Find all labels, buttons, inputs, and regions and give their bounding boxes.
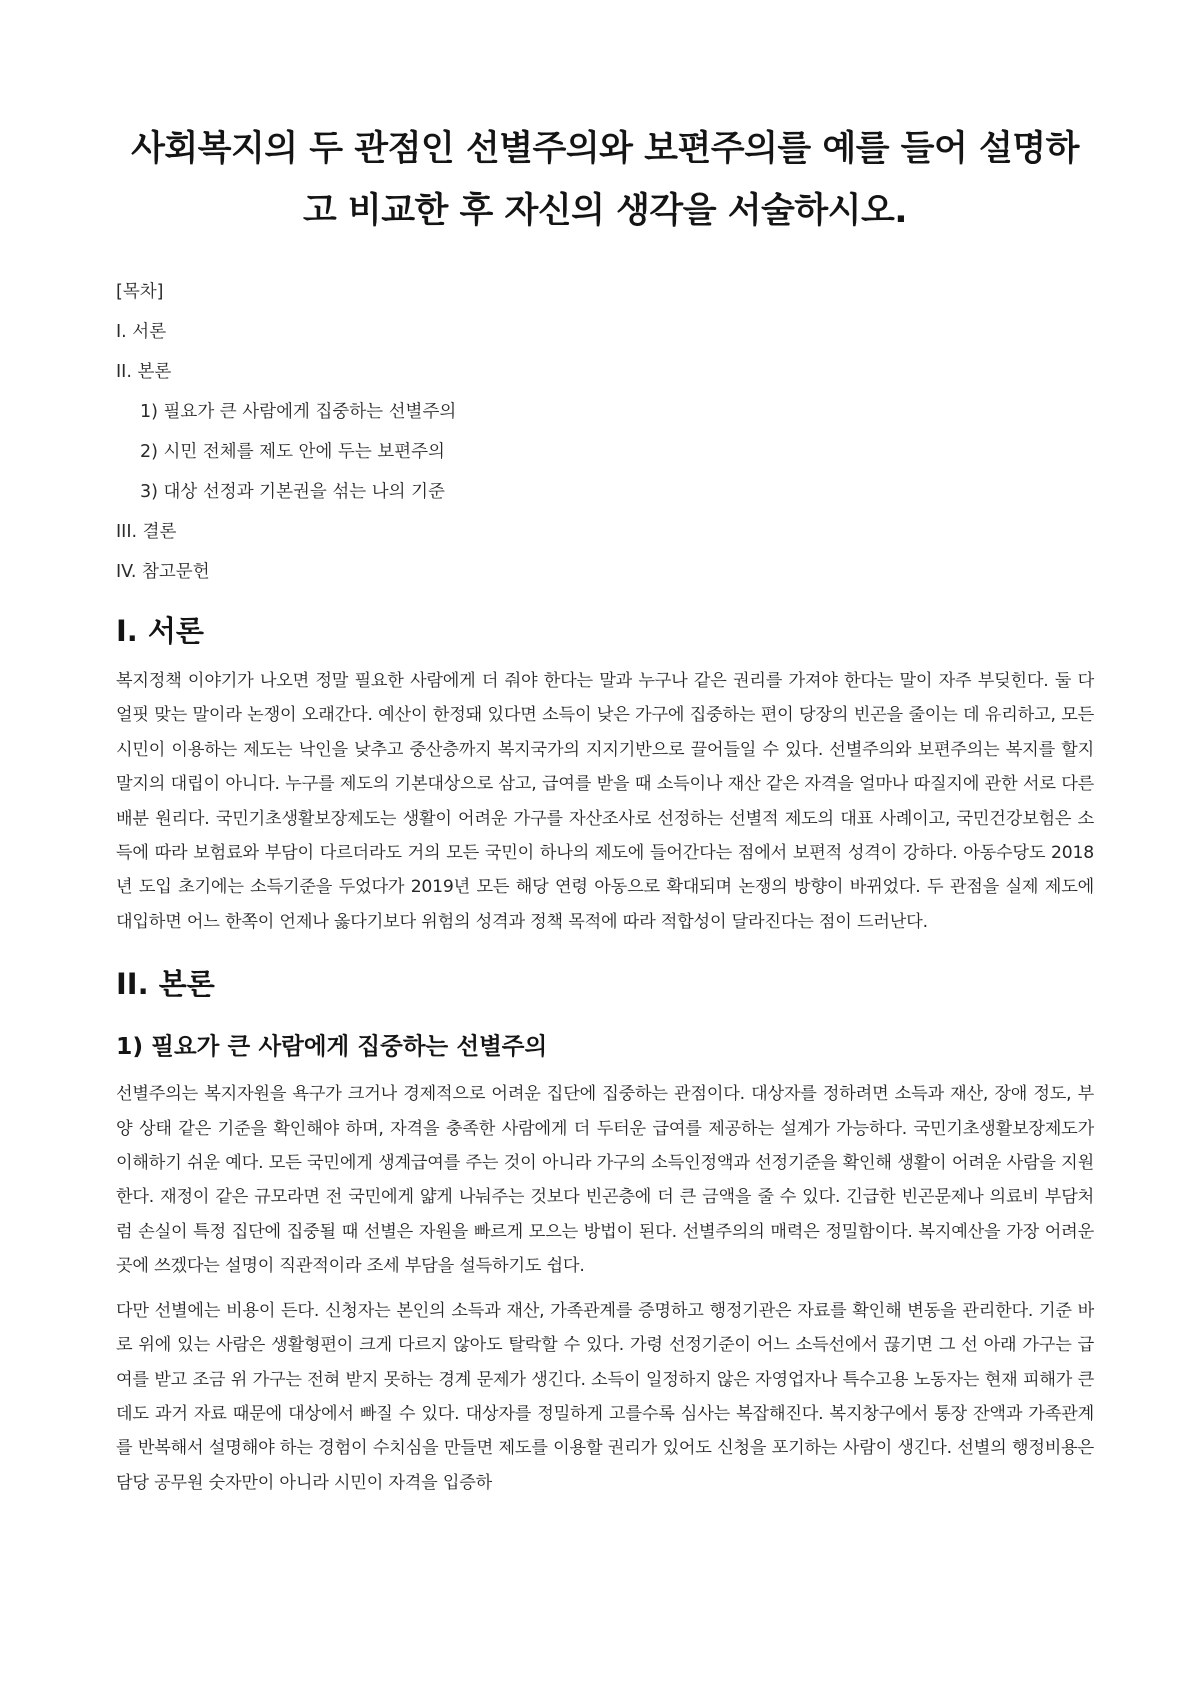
toc-heading: [목차] (116, 282, 164, 302)
table-of-contents (116, 282, 1094, 582)
intro-paragraph: 복지정책 이야기가 나오면 정말 필요한 사람에게 더 줘야 한다는 말과 누구나 같은 권리를 가져야 한다는 말이 자주 부딪힌다. 둘 다 얼핏 맞는 말이라 논쟁이 오래간다. 예산이 한정돼 있다면 소득이 낮은 가구에 집중하는 편이 당장의 빈곤을 줄이는 데 유리하고, 모든 시민이 이용하는 제도는 낙인을 낮추고 중산층까지 복지국가의 지지기반으로 끌어들일 수 있다. 선별주의와 보편주의는 복지를 할지 말지의 대립이 아니다. 누구를 제도의 기본대상으로 삼고, 급여를 받을 때 소득이나 재산 같은 자격을 얼마나 따질지에 관한 서로 다른 배분 원리다. 국민기초생활보장제도는 생활이 어려운 가구를 자산조사로 선정하는 선별적 제도의 대표 사례이고, 국민건강보험은 소득에 따라 보험료와 부담이 다르더라도 거의 모든 국민이 하나의 제도에 들어간다는 점에서 보편적 성격이 강하다. 아동수당도 2018년 도입 초기에는 소득기준을 두었다가 2019년 모든 해당 연령 아동으로 확대되며 논쟁의 방향이 바뀌었다. 두 관점을 실제 제도에 대입하면 어느 한쪽이 언제나 옳다기보다 위험의 성격과 정책 목적에 따라 적합성이 달라진다는 점이 드러난다. (116, 671, 1094, 932)
toc-item-body-2: 2) 시민 전체를 제도 안에 두는 보편주의 (140, 442, 445, 462)
section-heading-intro: I. 서론 (116, 614, 204, 648)
toc-item-body-1: 1) 필요가 큰 사람에게 집중하는 선별주의 (140, 402, 457, 422)
selectivism-paragraph-1: 선별주의는 복지자원을 욕구가 크거나 경제적으로 어려운 집단에 집중하는 관점이다. 대상자를 정하려면 소득과 재산, 장애 정도, 부양 상태 같은 기준을 확인해야 하며, 자격을 충족한 사람에게 더 두터운 급여를 제공하는 설계가 가능하다. 국민기초생활보장제도가 이해하기 쉬운 예다. 모든 국민에게 생계급여를 주는 것이 아니라 가구의 소득인정액과 선정기준을 확인해 생활이 어려운 사람을 지원한다. 재정이 같은 규모라면 전 국민에게 얇게 나눠주는 것보다 빈곤층에 더 큰 금액을 줄 수 있다. 긴급한 빈곤문제나 의료비 부담처럼 손실이 특정 집단에 집중될 때 선별은 자원을 빠르게 모으는 방법이 된다. 선별주의의 매력은 정밀함이다. 복지예산을 가장 어려운 곳에 쓰겠다는 설명이 직관적이라 조세 부담을 설득하기도 쉽다. (116, 1084, 1094, 1277)
document-title: 사회복지의 두 관점인 선별주의와 보편주의를 예를 들어 설명하고 비교한 후 자신의 생각을 서술하시오. (131, 129, 1079, 231)
toc-item-references: IV. 참고문헌 (116, 562, 210, 582)
toc-item-intro: I. 서론 (116, 322, 167, 342)
toc-item-conclusion: III. 결론 (116, 522, 177, 542)
section-heading-body: II. 본론 (116, 967, 215, 1002)
toc-item-body: II. 본론 (116, 362, 172, 382)
selectivism-paragraph-2: 다만 선별에는 비용이 든다. 신청자는 본인의 소득과 재산, 가족관계를 증명하고 행정기관은 자료를 확인해 변동을 관리한다. 기준 바로 위에 있는 사람은 생활형편이 크게 다르지 않아도 탈락할 수 있다. 가령 선정기준이 어느 소득선에서 끊기면 그 선 아래 가구는 급여를 받고 조금 위 가구는 전혀 받지 못하는 경계 문제가 생긴다. 소득이 일정하지 않은 자영업자나 특수고용 노동자는 현재 피해가 큰데도 과거 자료 때문에 대상에서 빠질 수 있다. 대상자를 정밀하게 고를수록 심사는 복잡해진다. 복지창구에서 통장 잔액과 가족관계를 반복해서 설명해야 하는 경험이 수치심을 만들면 제도를 이용할 권리가 있어도 신청을 포기하는 사람이 생긴다. 선별의 행정비용은 담당 공무원 숫자만이 아니라 시민이 자격을 입증하 (116, 1300, 1094, 1493)
toc-item-body-3: 3) 대상 선정과 기본권을 섞는 나의 기준 (140, 482, 445, 502)
subsection-heading-selectivism: 1) 필요가 큰 사람에게 집중하는 선별주의 (116, 1032, 548, 1061)
